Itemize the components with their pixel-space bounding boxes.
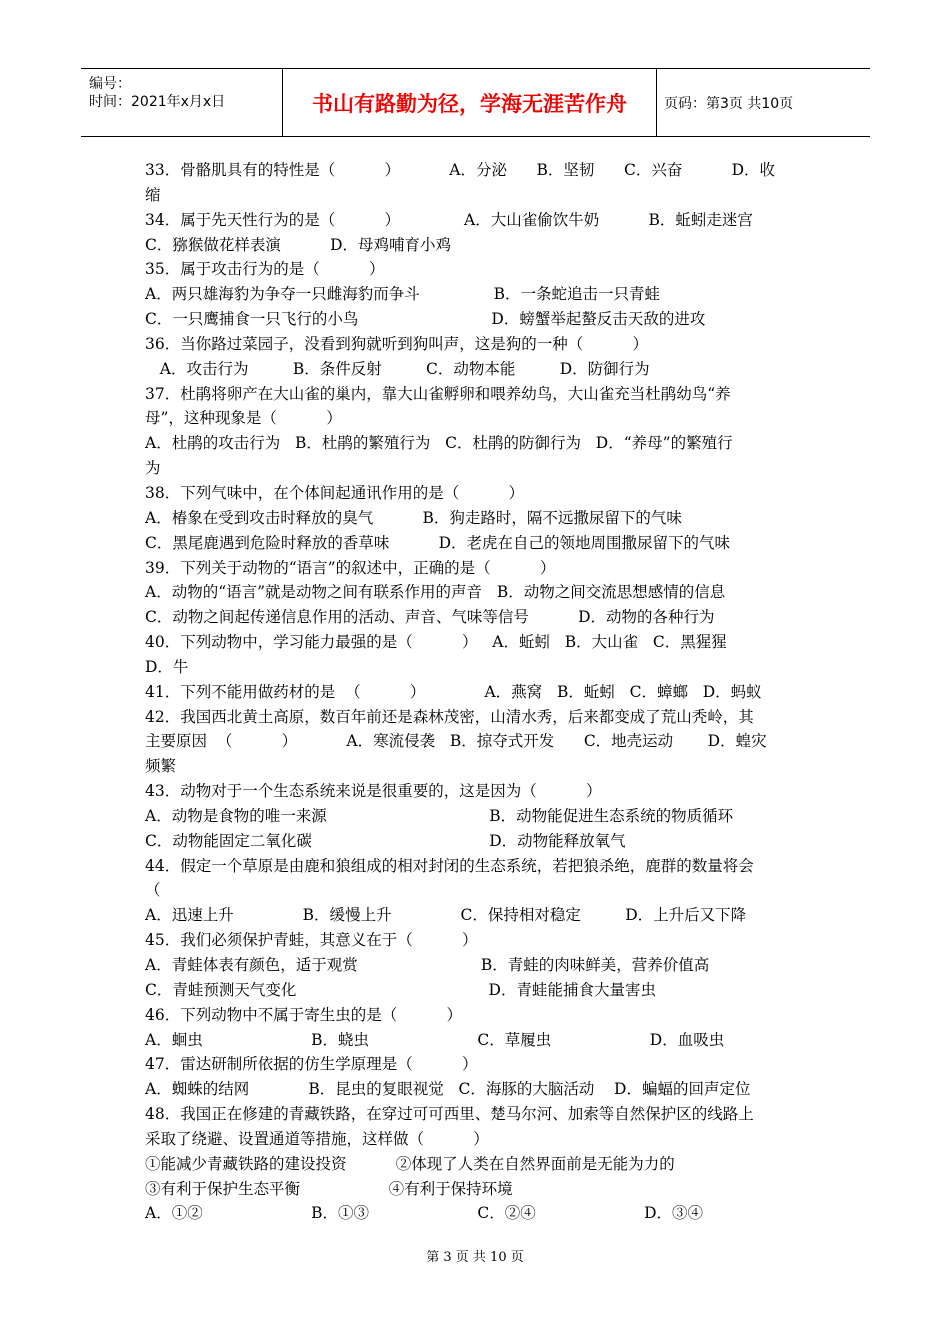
text-line: A．椿象在受到攻击时释放的臭气 B．狗走路时，隔不远撒尿留下的气味 — [145, 508, 682, 527]
question-list — [145, 158, 810, 1226]
text-line: 40．下列动物中，学习能力最强的是（ ） A．蚯蚓 B．大山雀 C．黑猩猩 — [145, 633, 727, 652]
text-line: A．蛔虫 B．蛲虫 C．草履虫 D．血吸虫 — [145, 1030, 725, 1049]
text-line: A．动物是食物的唯一来源 B．动物能促进生态系统的物质循环 — [145, 806, 734, 825]
text-line: 36．当你路过菜园子，没看到狗就听到狗叫声，这是狗的一种（ ） — [145, 334, 648, 353]
text-line: ①能减少青藏铁路的建设投资 ②体现了人类在自然界面前是无能为力的 — [145, 1154, 675, 1173]
text-line: A．杜鹃的攻击行为 B．杜鹃的繁殖行为 C．杜鹃的防御行为 D．“养母”的繁殖行 — [145, 434, 733, 453]
text-line: C．猕猴做花样表演 D．母鸡哺育小鸡 — [145, 235, 452, 254]
text-line: 频繁 — [145, 757, 177, 776]
text-line: （ — [145, 881, 161, 900]
text-line: C．一只鹰捕食一只飞行的小鸟 D．螃蟹举起螯反击天敌的进攻 — [145, 310, 706, 329]
text-line: C．黑尾鹿遇到危险时释放的香草味 D．老虎在自己的领地周围撒尿留下的气味 — [145, 533, 731, 552]
text-line: A．动物的“语言”就是动物之间有联系作用的声音 B．动物之间交流思想感情的信息 — [145, 583, 726, 602]
page-number-label: 页码：第3页 共10页 — [664, 95, 794, 112]
text-line: 41．下列不能用做药材的是 （ ） A．燕窝 B．蚯蚓 C．蟑螂 D．蚂蚁 — [145, 682, 762, 701]
text-line: A．①② B．①③ C．②④ D．③④ — [145, 1204, 704, 1223]
text-line: ③有利于保护生态平衡 ④有利于保持环境 — [145, 1179, 513, 1198]
text-line: D．牛 — [145, 657, 189, 676]
text-line: 47．雷达研制所依据的仿生学原理是（ ） — [145, 1055, 478, 1074]
header-info-cell — [81, 69, 283, 136]
text-line: 48．我国正在修建的青藏铁路，在穿过可可西里、楚马尔河、加索等自然保护区的线路上 — [145, 1105, 754, 1124]
text-line: A．迅速上升 B．缓慢上升 C．保持相对稳定 D．上升后又下降 — [145, 906, 747, 925]
text-line: 38．下列气味中，在个体间起通讯作用的是（ ） — [145, 483, 524, 502]
text-line: 42．我国西北黄土高原，数百年前还是森林茂密，山清水秀，后来都变成了荒山秃岭，其 — [145, 707, 754, 726]
date-label: 时间：2021年x月x日 — [89, 94, 226, 110]
text-line: A．蜘蛛的结网 B．昆虫的复眼视觉 C．海豚的大脑活动 D．蝙蝠的回声定位 — [145, 1080, 751, 1099]
motto-text: 书山有路勤为径，学海无涯苦作舟 — [312, 91, 627, 116]
text-line: 采取了绕避、设置通道等措施，这样做（ ） — [145, 1129, 489, 1148]
text-line: 37．杜鹃将卵产在大山雀的巢内，靠大山雀孵卵和喂养幼鸟，大山雀充当杜鹃幼鸟“养 — [145, 384, 731, 403]
text-line: 44．假定一个草原是由鹿和狼组成的相对封闭的生态系统，若把狼杀绝，鹿群的数量将会 — [145, 856, 754, 875]
text-line: 母”，这种现象是（ ） — [145, 409, 342, 428]
header-motto-cell — [283, 69, 657, 136]
text-line: C．动物能固定二氧化碳 D．动物能释放氧气 — [145, 831, 626, 850]
text-line: 33．骨骼肌具有的特性是（ ） A．分泌 B．坚韧 C．兴奋 D．收 — [145, 161, 776, 179]
text-line: C．青蛙预测天气变化 D．青蛙能捕食大量害虫 — [145, 980, 656, 999]
text-line: 主要原因 （ ） A．寒流侵袭 B．掠夺式开发 C．地壳运动 D．蝗灾 — [145, 732, 767, 751]
text-line: A．两只雄海豹为争夺一只雌海豹而争斗 B．一条蛇追击一只青蛙 — [145, 285, 660, 304]
text-line: A．攻击行为 B．条件反射 C．动物本能 D．防御行为 — [145, 359, 650, 378]
header-table — [81, 68, 870, 137]
text-line: A．青蛙体表有颜色，适于观赏 B．青蛙的肉味鲜美，营养价值高 — [145, 956, 710, 974]
code-label: 编号： — [89, 76, 131, 92]
text-line: C．动物之间起传递信息作用的活动、声音、气味等信号 D．动物的各种行为 — [145, 608, 715, 627]
page-footer: 第 3 页 共 10 页 — [426, 1250, 524, 1265]
text-line: 35．属于攻击行为的是（ ） — [145, 260, 385, 279]
text-line: 34．属于先天性行为的是（ ） A．大山雀偷饮牛奶 B．蚯蚓走迷宫 — [145, 210, 753, 229]
text-line: 缩 — [145, 185, 161, 204]
text-line: 39．下列关于动物的“语言”的叙述中，正确的是（ ） — [145, 558, 556, 577]
text-line: 为 — [145, 459, 161, 478]
text-line: 43．动物对于一个生态系统来说是很重要的，这是因为（ ） — [145, 782, 602, 801]
text-line: 46．下列动物中不属于寄生虫的是（ ） — [145, 1005, 462, 1024]
header-page-cell — [664, 69, 870, 136]
text-line: 45．我们必须保护青蛙，其意义在于（ ） — [145, 931, 478, 950]
